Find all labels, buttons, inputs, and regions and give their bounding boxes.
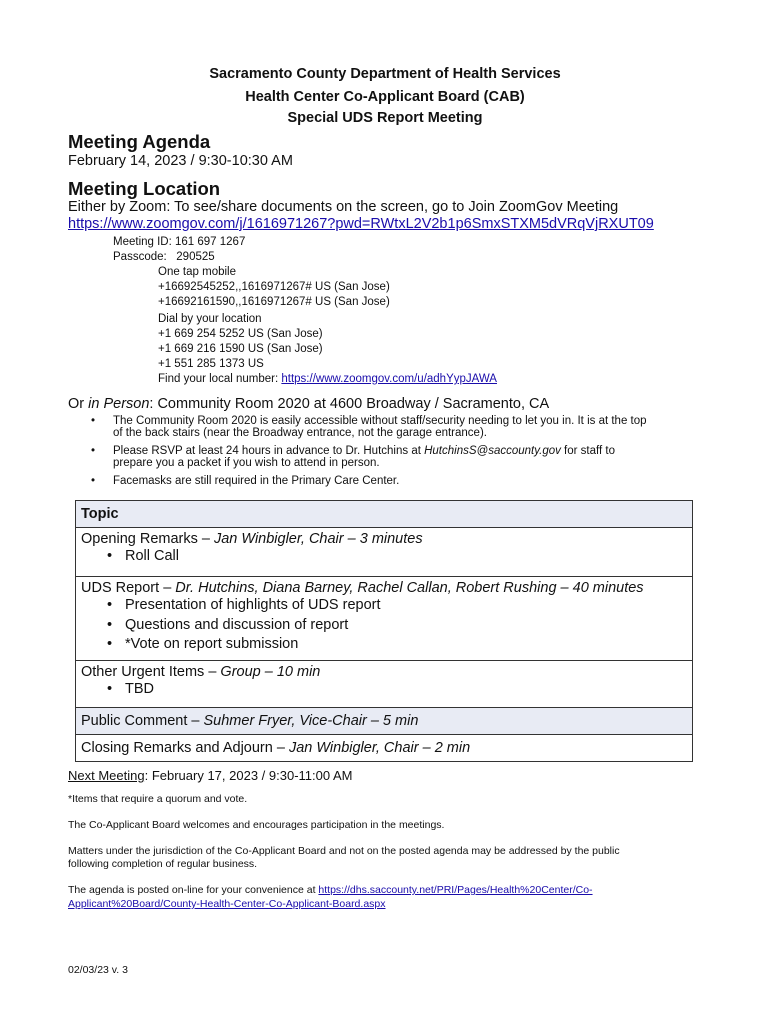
topic-name: Opening Remarks – — [81, 531, 214, 547]
bullet-1-line-2: of the back stairs (near the Broadway entrance, not the garage entrance). — [113, 427, 487, 439]
dial-number-3: +1 551 285 1373 US — [158, 358, 264, 370]
topic-public-comment — [76, 708, 693, 735]
in-person-address: : Community Room 2020 at 4600 Broadway / Sacramento, CA — [149, 396, 550, 412]
list-item — [81, 616, 687, 636]
table-row — [76, 577, 693, 661]
one-tap-number-2: +16692161590,,1616971267# US (San Jose) — [158, 296, 390, 308]
posted-note-line-1 — [68, 884, 593, 896]
next-meeting-label: Next Meeting — [68, 768, 145, 783]
agenda-date: February 14, 2023 / 9:30-10:30 AM — [68, 153, 293, 169]
header-department: Sacramento County Department of Health Services — [209, 66, 561, 82]
one-tap-label: One tap mobile — [158, 266, 236, 278]
topic-name: Public Comment – — [81, 713, 204, 729]
version-footer: 02/03/23 v. 3 — [68, 964, 128, 976]
find-local-link[interactable]: https://www.zoomgov.com/u/adhYypJAWA — [281, 373, 497, 385]
quorum-note: *Items that require a quorum and vote. — [68, 793, 248, 805]
topic-name: UDS Report – — [81, 580, 176, 596]
list-item-text: TBD — [125, 681, 154, 697]
agenda-table — [75, 500, 693, 762]
rsvp-email: HutchinsS@saccounty.gov — [424, 445, 561, 457]
list-item-text: Questions and discussion of report — [125, 616, 349, 633]
bullet-icon: • — [107, 548, 113, 564]
location-bullet-2 — [91, 445, 615, 469]
find-local-number — [158, 373, 497, 385]
bullet-icon: • — [107, 681, 113, 697]
topic-detail: Group – 10 min — [220, 664, 321, 680]
passcode: Passcode: 290525 — [113, 251, 215, 263]
agenda-title: Meeting Agenda — [68, 131, 211, 152]
bullet-2-text-b: for staff to — [560, 445, 615, 457]
table-row — [76, 708, 693, 735]
topic-title — [81, 531, 687, 547]
in-person-label: in Person — [88, 396, 150, 412]
next-meeting-date: : February 17, 2023 / 9:30-11:00 AM — [144, 768, 353, 783]
topic-closing-remarks — [76, 735, 693, 762]
posted-note-text: The agenda is posted on-line for your convenience at — [68, 884, 319, 896]
bullet-icon: • — [91, 475, 96, 487]
list-item-text: Roll Call — [125, 548, 179, 564]
dial-label: Dial by your location — [158, 313, 262, 325]
welcome-note: The Co-Applicant Board welcomes and encourages participation in the meetings. — [68, 819, 445, 831]
table-row — [76, 735, 693, 762]
topic-name: Other Urgent Items – — [81, 664, 221, 680]
posted-link-part-2[interactable]: Applicant%20Board/County-Health-Center-Co-Applicant-Board.aspx — [68, 898, 386, 910]
list-item — [81, 596, 687, 616]
dial-number-2: +1 669 216 1590 US (San Jose) — [158, 343, 323, 355]
find-local-label: Find your local number: — [158, 373, 282, 385]
topic-title — [81, 664, 687, 680]
list-item-text: Presentation of highlights of UDS report — [125, 597, 381, 613]
topic-detail: Jan Winbigler, Chair – 2 min — [288, 740, 471, 756]
topic-title — [81, 580, 687, 596]
topic-detail: Jan Winbigler, Chair – 3 minutes — [213, 531, 423, 547]
zoom-link[interactable]: https://www.zoomgov.com/j/1616971267?pwd=RWtxL2V2b1p6SmxSTXM5dVRqVjRXUT09 — [68, 216, 654, 232]
in-person-or: Or — [68, 396, 89, 412]
location-title: Meeting Location — [68, 178, 221, 199]
topic-detail: Dr. Hutchins, Diana Barney, Rachel Callan, Robert Rushing – 40 minutes — [175, 580, 644, 596]
jurisdiction-note-line-1: Matters under the jurisdiction of the Co-Applicant Board and not on the posted agenda may be addressed by the public — [68, 845, 620, 857]
list-item — [81, 680, 687, 700]
bullet-3-line-1: Facemasks are still required in the Primary Care Center. — [113, 475, 400, 487]
list-item — [81, 547, 687, 567]
header-board: Health Center Co-Applicant Board (CAB) — [245, 89, 525, 105]
topic-opening-remarks — [76, 528, 693, 577]
table-header-topic: Topic — [76, 501, 693, 528]
topic-name: Closing Remarks and Adjourn – — [81, 740, 289, 756]
list-item — [81, 635, 687, 655]
bullet-1-line-1: The Community Room 2020 is easily accessible without staff/security needing to let you in. It is at the top — [113, 415, 647, 427]
bullet-icon: • — [91, 415, 96, 427]
topic-uds-report — [76, 577, 693, 661]
meeting-id: Meeting ID: 161 697 1267 — [113, 236, 246, 248]
bullet-2-line-1 — [113, 445, 615, 457]
dial-number-1: +1 669 254 5252 US (San Jose) — [158, 328, 323, 340]
topic-detail: Suhmer Fryer, Vice-Chair – 5 min — [203, 713, 419, 729]
bullet-2-line-2: prepare you a packet if you wish to attend in person. — [113, 457, 380, 469]
bullet-icon: • — [107, 597, 113, 613]
one-tap-number-1: +16692545252,,1616971267# US (San Jose) — [158, 281, 390, 293]
bullet-icon: • — [107, 636, 113, 652]
table-header-row — [76, 501, 693, 528]
location-bullet-3 — [91, 475, 400, 487]
posted-link-part-1[interactable]: https://dhs.saccounty.net/PRI/Pages/Health%20Center/Co- — [318, 884, 593, 896]
jurisdiction-note-line-2: following completion of regular business. — [68, 858, 258, 870]
next-meeting — [68, 768, 352, 783]
in-person-line — [68, 396, 549, 412]
list-item-text: *Vote on report submission — [125, 636, 299, 652]
bullet-icon: • — [107, 616, 113, 633]
zoom-intro: Either by Zoom: To see/share documents on the screen, go to Join ZoomGov Meeting — [68, 199, 619, 215]
bullet-2-text-a: Please RSVP at least 24 hours in advance to Dr. Hutchins at — [113, 445, 425, 457]
header-meeting: Special UDS Report Meeting — [287, 110, 483, 126]
table-row — [76, 661, 693, 708]
topic-other-urgent-items — [76, 661, 693, 708]
bullet-icon: • — [91, 445, 96, 457]
table-row — [76, 528, 693, 577]
location-bullet-1 — [91, 415, 647, 439]
